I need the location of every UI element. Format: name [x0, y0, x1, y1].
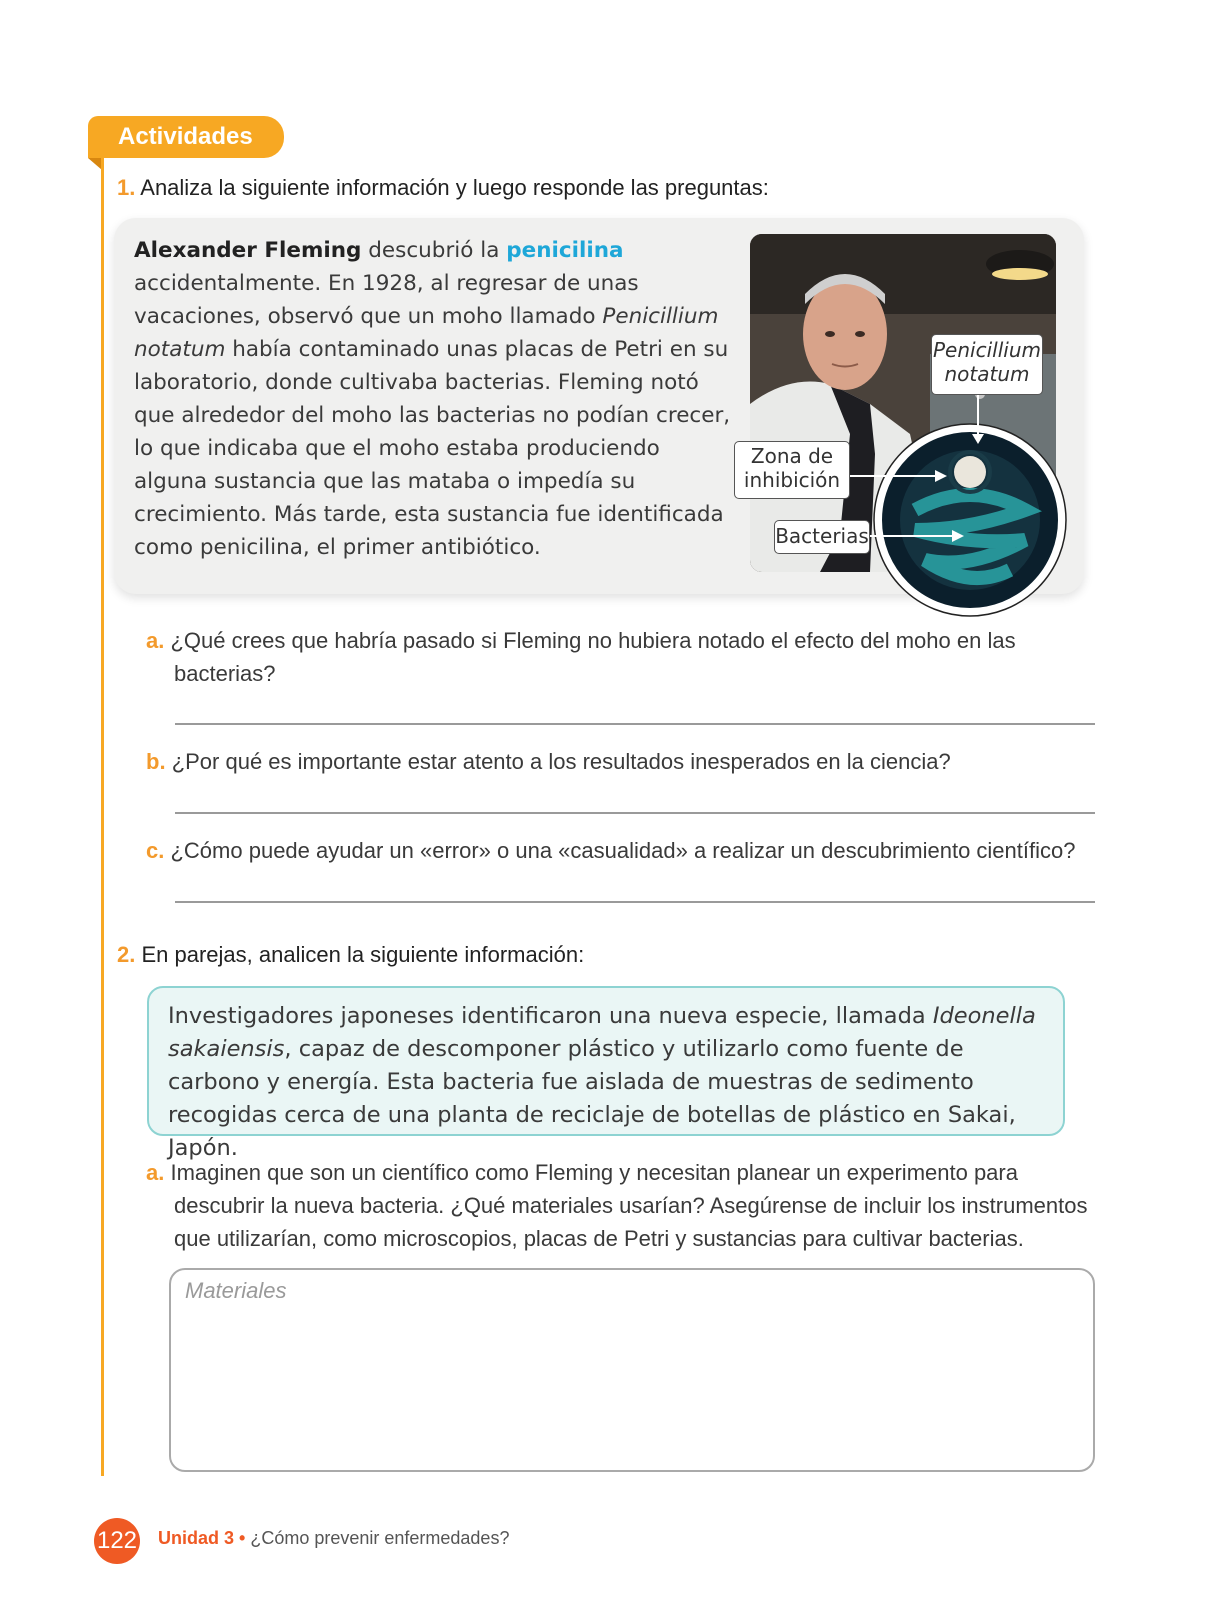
tab-fold: [88, 158, 102, 170]
label-penicillium-line2: notatum: [944, 362, 1030, 386]
question-1c-text: ¿Cómo puede ayudar un «error» o una «casualidad» a realizar un descubrimiento científico?: [170, 838, 1076, 863]
label-bacterias: Bacterias: [774, 520, 870, 554]
footer-unit-title: [158, 1528, 509, 1549]
question-1b: [146, 745, 1046, 778]
question-1a-letter: a.: [146, 628, 165, 653]
species-penicillium: Penicillium notatum: [134, 304, 719, 362]
ideonella-info-text: [168, 1000, 1048, 1165]
fleming-name: Alexander Fleming: [134, 238, 362, 263]
materials-label: Materiales: [185, 1278, 287, 1303]
info-text-2: accidentalmente. En 1928, al regresar de unas vacaciones, observó que un moho llamado: [134, 271, 639, 329]
question-2a: [146, 1156, 1114, 1255]
question-1a: [146, 624, 1034, 690]
question-1a-text: ¿Qué crees que habría pasado si Fleming no hubiera notado el efecto del moho en las bacterias?: [170, 628, 1016, 686]
footer-unit: Unidad 3: [158, 1528, 235, 1548]
question-2-number: 2.: [117, 942, 136, 967]
answer-line-1b[interactable]: [175, 812, 1095, 814]
info2-text-1: Investigadores japoneses identificaron una nueva especie, llamada: [168, 1003, 933, 1029]
info-text-1: descubrió la: [361, 238, 507, 263]
label-zona-line1: Zona de: [750, 444, 834, 468]
species-ideonella: Ideonella sakaiensis: [168, 1003, 1036, 1062]
question-2a-text: Imaginen que son un científico como Fleming y necesitan planear un experimento para descubrir la nueva bacteria. ¿Qué materiales usarían? Asegúrense de incluir los instrumentos que utilizarían, como microscopios, placas de Petri y sustancias para cultivar bacterias.: [170, 1160, 1088, 1251]
question-1-number: 1.: [117, 175, 136, 200]
question-1c: [146, 834, 1086, 867]
materials-answer-box[interactable]: [169, 1268, 1095, 1472]
answer-line-1c[interactable]: [175, 901, 1095, 903]
activities-margin-line: [101, 158, 104, 1476]
page-number: 122: [94, 1518, 140, 1564]
footer-title: ¿Cómo prevenir enfermedades?: [250, 1528, 510, 1548]
answer-line-1a[interactable]: [175, 723, 1095, 725]
question-1c-letter: c.: [146, 838, 165, 863]
question-1b-text: ¿Por qué es importante estar atento a los resultados inesperados en la ciencia?: [171, 749, 951, 774]
question-2-heading: [117, 942, 584, 968]
question-2-prompt: En parejas, analicen la siguiente información:: [141, 942, 585, 967]
label-penicillium: [931, 334, 1043, 395]
label-zona-inhibicion: [734, 441, 850, 499]
label-penicillium-line1: Penicillium: [933, 338, 1041, 362]
activities-tab: Actividades: [88, 116, 284, 158]
penicilina-highlight: penicilina: [506, 238, 624, 263]
question-1b-letter: b.: [146, 749, 166, 774]
question-2a-letter: a.: [146, 1160, 165, 1185]
footer-separator: •: [234, 1528, 251, 1548]
info-text-3: había contaminado unas placas de Petri en su laboratorio, donde cultivaba bacterias. Fleming notó que alrededor del moho las bacterias no podían crecer, lo que indicaba que el moho estaba produciendo alguna sustancia que las mataba o impedía su crecimiento. Más tarde, esta sustancia fue identificada como penicilina, el primer antibiótico.: [134, 337, 731, 560]
info2-text-2: , capaz de descomponer plástico y utilizarlo como fuente de carbono y energía. Esta bacteria fue aislada de muestras de sedimento recogidas cerca de una planta de reciclaje de botellas de plástico en Sakai, Japón.: [168, 1036, 1016, 1161]
question-1-heading: [117, 175, 769, 201]
question-1-prompt: Analiza la siguiente información y luego responde las preguntas:: [140, 175, 769, 200]
label-zona-line2: inhibición: [743, 468, 841, 492]
fleming-info-text: [134, 234, 734, 564]
